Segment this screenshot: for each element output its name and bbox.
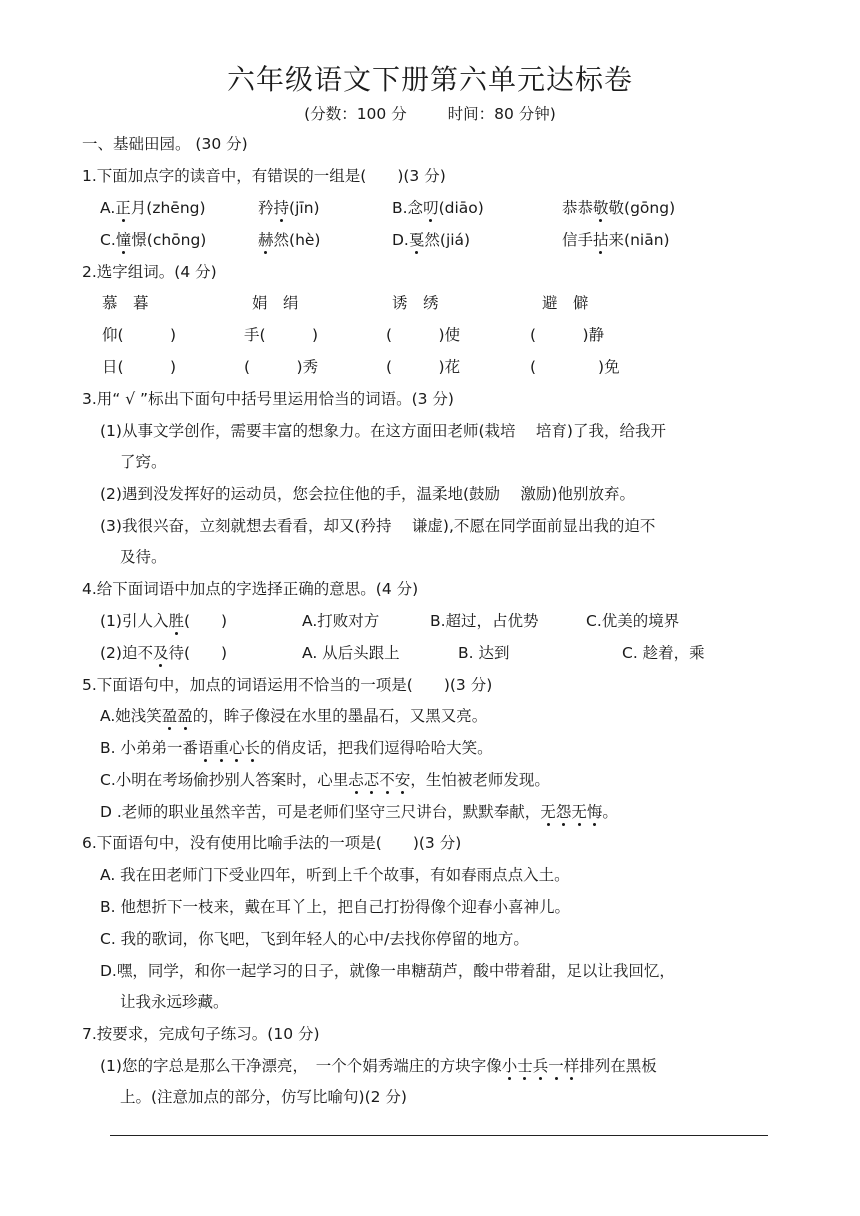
question-2-stem: 2.选字组词。(4 分) — [82, 263, 217, 281]
q4-meaning: A.打败对方 — [302, 612, 380, 630]
dotted-char: 忐 — [348, 771, 364, 789]
q6-option-c: C. 我的歌词，你飞吧，飞到年轻人的心中/去找你停留的地方。 — [100, 930, 529, 948]
q3-item: (2)遇到没发挥好的运动员，您会拉住他的手，温柔地(鼓励 激励)他别放弃。 — [100, 485, 635, 503]
score-info: (分数：100 分 — [304, 105, 407, 123]
q5-option-c: C.小明在考场偷抄别人答案时，心里忐忑不安，生怕被老师发现。 — [100, 771, 550, 789]
q4-word: (1)引人入胜( ) — [100, 612, 228, 630]
q5-option-d: D .老师的职业虽然辛苦，可是老师们坚守三尺讲台，默默奉献，无怨无悔。 — [100, 803, 618, 821]
dotted-char: 盈 — [161, 707, 178, 725]
dotted-char: 忑 — [363, 771, 380, 789]
dotted-char: 安 — [394, 771, 411, 789]
dotted-char: 无 — [540, 803, 556, 821]
question-7-stem: 7.按要求，完成句子练习。(10 分) — [82, 1025, 320, 1043]
q1-option: 赫然(hè) — [258, 231, 321, 249]
answer-line — [110, 1135, 768, 1136]
q1-option: C.憧憬(chōng) — [100, 231, 207, 249]
q7-item-continued: 上。(注意加点的部分，仿写比喻句)(2 分) — [120, 1088, 407, 1106]
dotted-char: 长 — [244, 739, 261, 757]
dotted-char: 语 — [198, 739, 214, 757]
q6-option-d-continued: 让我永远珍藏。 — [120, 993, 229, 1011]
word-blank: 手( ) — [244, 326, 319, 344]
q3-item: (1)从事文学创作，需要丰富的想象力。在这方面田老师(栽培 培育)了我，给我开 — [100, 422, 666, 440]
q3-item-continued: 了窍。 — [120, 453, 167, 471]
dotted-char: 兵 — [532, 1057, 549, 1075]
question-3-stem: 3.用“ √ ”标出下面句中括号里运用恰当的词语。(3 分) — [82, 390, 454, 408]
q5-option-b: B. 小弟弟一番语重心长的俏皮话，把我们逗得哈哈大笑。 — [100, 739, 493, 757]
q1-option: 矜持(jīn) — [258, 199, 320, 217]
question-6-stem: 6.下面语句中，没有使用比喻手法的一项是( )(3 分) — [82, 834, 462, 852]
char-pair: 诱 绣 — [392, 294, 439, 312]
dotted-char: 悔 — [586, 803, 603, 821]
q5-option-a: A.她浅笑盈盈的，眸子像浸在水里的墨晶石，又黑又亮。 — [100, 707, 488, 725]
q6-option-b: B. 他想折下一枝来，戴在耳丫上，把自己打扮得像个迎春小喜神儿。 — [100, 898, 570, 916]
q4-meaning: B.超过，占优势 — [430, 612, 539, 630]
dotted-char: 不 — [379, 771, 395, 789]
q6-option-a: A. 我在田老师门下受业四年，听到上千个故事，有如春雨点点入土。 — [100, 866, 570, 884]
dotted-char: 无 — [571, 803, 587, 821]
question-4-stem: 4.给下面词语中加点的字选择正确的意思。(4 分) — [82, 580, 419, 598]
question-5-stem: 5.下面语句中，加点的词语运用不恰当的一项是( )(3 分) — [82, 676, 493, 694]
q1-option: 信手拈来(niān) — [562, 231, 670, 249]
q1-option: A.正月(zhēng) — [100, 199, 206, 217]
q1-option: 恭恭敬敬(gōng) — [562, 199, 676, 217]
q4-meaning: C. 趁着，乘 — [622, 644, 705, 662]
q1-option: D.戛然(jiá) — [392, 231, 471, 249]
dotted-char: 一 — [548, 1057, 564, 1075]
dotted-char: 重 — [213, 739, 230, 757]
word-blank: 日( ) — [102, 358, 177, 376]
section-heading: 一、基础田园。 (30 分) — [82, 135, 248, 153]
dotted-char: 盈 — [177, 707, 193, 725]
q4-meaning: B. 达到 — [458, 644, 510, 662]
dotted-char: 士 — [517, 1057, 533, 1075]
char-pair: 慕 暮 — [102, 294, 149, 312]
word-blank: 仰( ) — [102, 326, 177, 344]
q3-item: (3)我很兴奋，立刻就想去看看，却又(矜持 谦虚),不愿在同学面前显出我的迫不 — [100, 517, 656, 535]
page-title: 六年级语文下册第六单元达标卷 — [226, 63, 633, 96]
dotted-char: 样 — [563, 1057, 580, 1075]
word-blank: ( )秀 — [244, 358, 319, 376]
q6-option-d: D.嘿，同学，和你一起学习的日子，就像一串糖葫芦，酸中带着甜，足以让我回忆， — [100, 962, 675, 980]
q4-meaning: C.优美的境界 — [586, 612, 680, 630]
dotted-char: 怨 — [555, 803, 572, 821]
char-pair: 娟 绢 — [252, 294, 299, 312]
word-blank: ( )使 — [386, 326, 461, 344]
q4-meaning: A. 从后头跟上 — [302, 644, 400, 662]
time-info: 时间：80 分钟) — [447, 105, 556, 123]
word-blank: ( )静 — [530, 326, 605, 344]
dotted-char: 心 — [229, 739, 245, 757]
question-1-stem: 1.下面加点字的读音中，有错误的一组是( )(3 分) — [82, 167, 446, 185]
q1-option: B.念叨(diāo) — [392, 199, 484, 217]
q4-word: (2)迫不及待( ) — [100, 644, 228, 662]
q7-item: (1)您的字总是那么干净漂亮， 一个个娟秀端庄的方块字像小士兵一样排列在黑板 — [100, 1057, 657, 1075]
q3-item-continued: 及待。 — [120, 548, 167, 566]
word-blank: ( )花 — [386, 358, 461, 376]
char-pair: 避 僻 — [542, 294, 589, 312]
exam-info — [0, 102, 860, 124]
dotted-char: 小 — [501, 1057, 518, 1075]
word-blank: ( )免 — [530, 358, 620, 376]
